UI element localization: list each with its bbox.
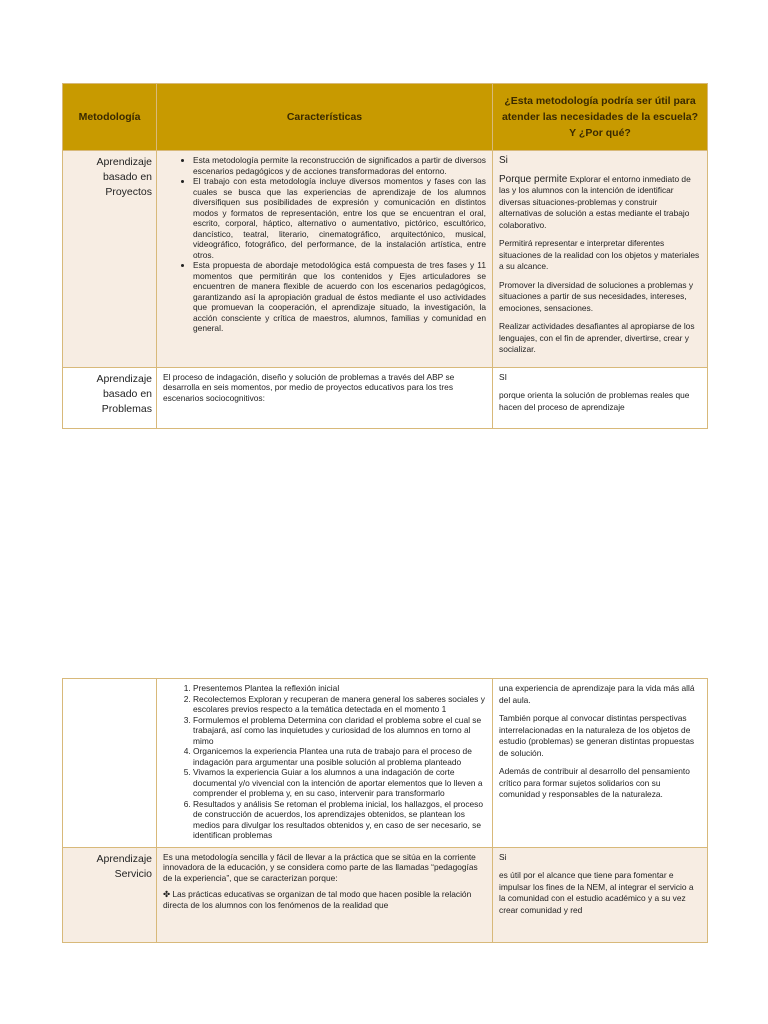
usefulness-cell [493, 367, 708, 428]
list-item: 1. Presentemos Plantea la reflexión inicial [193, 683, 486, 694]
list-item: 4. Organicemos la experiencia Plantea una ruta de trabajo para el proceso de indagación para argumentar una posible solución al problema planteado [193, 746, 486, 767]
table-row [63, 151, 708, 368]
table-row [63, 679, 708, 848]
characteristics-text: El proceso de indagación, diseño y solución de problemas a través del ABP se desarrolla en seis momentos, por medio de proyectos educativos para los tres escenarios sociocognitivos: [163, 371, 455, 403]
characteristics-cell [157, 151, 493, 368]
list-item: 6. Resultados y análisis Se retoman el problema inicial, los hallazgos, el proceso de construcción de acuerdos, los aprendizajes obtenidos, se plantean los medios para divulgar los resultados obtenidos y, en caso de ser necesario, se identifican problemas [193, 799, 486, 841]
usefulness-cell [493, 151, 708, 368]
answer-yes: Si [499, 851, 507, 862]
list-item: • El trabajo con esta metodología incluye diversos momentos y fases con las cuales se busca que las experiencias de aprendizaje de los alumnos diversifiquen sus posibilidades de expresión y comunicación en distintos modos y formatos de representación, entre los que se encuentran el oral, escrito, corporal, háptico, alternativo o aumentativo, pictórico, escultórico, dancístico, teatral, literario, cinematográfico, arquitectónico, musical, videográfico, fotográfico, del performance, de la instalación artística, entre otros. [193, 176, 486, 260]
list-item: 5. Vivamos la experiencia Guiar a los alumnos a una indagación de corte documental y/o vivencial con la intención de aportar elementos que lo lleven a comprender el problema y, en su caso, intervenir para transformarlo [193, 767, 486, 799]
answer-text: porque orienta la solución de problemas reales que hacen del proceso de aprendizaje [499, 390, 690, 412]
characteristics-text: Es una metodología sencilla y fácil de llevar a la práctica que se sitúa en la corriente innovadora de la educación, y se considera como parte de las llamadas “pedagogías de la experiencia”, que se caracterizan porque: [163, 851, 478, 883]
methodology-name: Aprendizaje Servicio [63, 847, 157, 942]
answer-paragraph: Realizar actividades desafiantes al apropiarse de los lenguajes, con el fin de aprender, divertirse, crear y socializar. [499, 321, 695, 354]
header-methodology: Metodología [63, 84, 157, 151]
answer-yes: SI [499, 371, 507, 382]
usefulness-cell [493, 679, 708, 848]
answer-yes: Si [499, 155, 508, 166]
answer-text: es útil por el alcance que tiene para fomentar e impulsar los fines de la NEM, al integrar el servicio a la comunidad con el estudio académico y a su vez crear comunidad y red [499, 870, 694, 915]
methodology-name: Aprendizaje basado en Proyectos [63, 151, 157, 368]
usefulness-cell [493, 847, 708, 942]
answer-lead: Porque permite [499, 173, 568, 185]
list-item: 3. Formulemos el problema Determina con claridad el problema sobre el cual se trabajará, así como las inquietudes y curiosidad de los alumnos en torno al mimo [193, 715, 486, 747]
answer-paragraph: Además de contribuir al desarrollo del pensamiento crítico para formar sujetos solidarios con su comunidad y responsables de la naturaleza. [499, 766, 690, 799]
characteristics-cell [157, 367, 493, 428]
table-row [63, 367, 708, 428]
methodology-name: Aprendizaje basado en Problemas [63, 367, 157, 428]
answer-paragraph: También porque al convocar distintas perspectivas interrelacionadas en la naturaleza de los objetos de estudio (problemas) se generan distintas propuestas de solución. [499, 713, 695, 758]
header-characteristics: Características [157, 84, 493, 151]
steps-cell [157, 679, 493, 848]
table-header-row [63, 84, 708, 151]
answer-paragraph: Permitirá representar e interpretar diferentes situaciones de la realidad con los objetos y materiales a su alcance. [499, 238, 700, 271]
list-item: 2. Recolectemos Exploran y recuperan de manera general los saberes sociales y escolares previos respecto a la temática detectada en el momento 1 [193, 694, 486, 715]
characteristics-text: ✤ Las prácticas educativas se organizan de tal modo que hacen posible la relación directa de los alumnos con los fenómenos de la realidad que [163, 889, 472, 910]
header-usefulness: ¿Esta metodología podría ser útil para atender las necesidades de la escuela? Y ¿Por qué? [493, 84, 708, 151]
methodology-table [62, 83, 708, 429]
methodology-table-continued [62, 678, 708, 943]
methodology-name-empty [63, 679, 157, 848]
list-item: • Esta metodología permite la reconstrucción de significados a partir de diversos escenarios pedagógicos y de acciones transformadoras del entorno. [193, 155, 486, 176]
answer-paragraph: una experiencia de aprendizaje para la vida más allá del aula. [499, 683, 695, 705]
characteristics-cell [157, 847, 493, 942]
answer-text: Explorar el entorno inmediato de las y los alumnos con la intención de identificar diversas situaciones-problemas y construir alternativas de solución a estas mediante el trabajo colaborativo. [499, 173, 691, 230]
table-row [63, 847, 708, 942]
list-item: • Esta propuesta de abordaje metodológica está compuesta de tres fases y 11 momentos que permitirán que los contenidos y Ejes articuladores se encuentren de manera flexible de acuerdo con los escenarios pedagógicos, garantizando así la apropiación gradual de éstos mediante el uso actividades que promuevan la cooperación, el aprendizaje situado, la investigación, la acción consciente y crítica de maestros, alumnos, familias y comunidad en general. [193, 260, 486, 334]
answer-paragraph: Promover la diversidad de soluciones a problemas y situaciones a partir de sus necesidades, intereses, emociones, sensaciones. [499, 279, 694, 313]
